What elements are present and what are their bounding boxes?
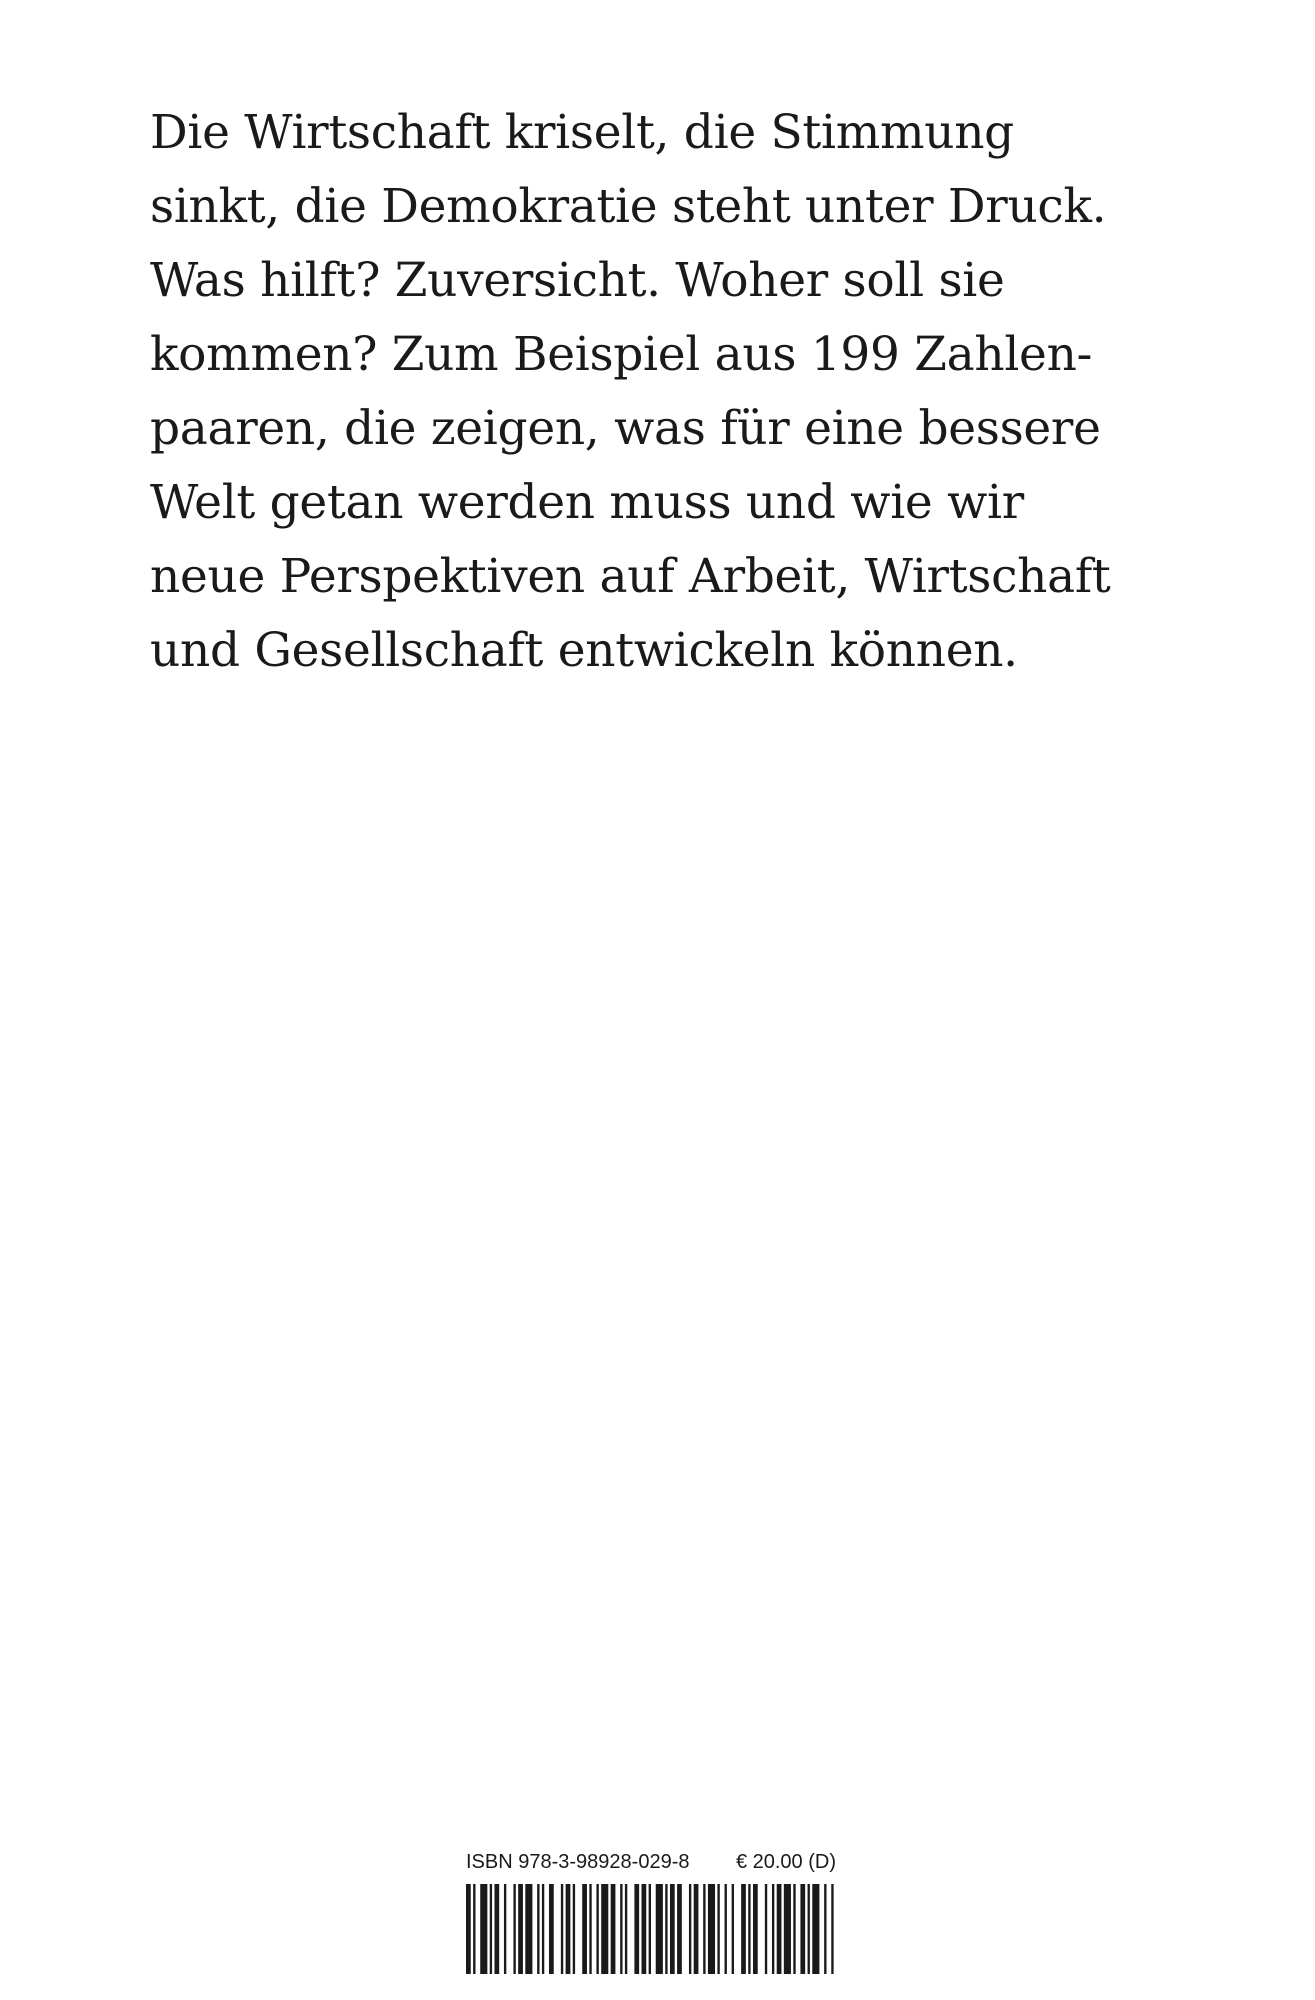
barcode-bar (504, 1884, 506, 1974)
barcode-bar (677, 1884, 682, 1974)
back-cover-blurb (150, 96, 1230, 688)
barcode-bar (689, 1884, 691, 1974)
barcode-bar (542, 1884, 544, 1974)
barcode-bar (831, 1884, 833, 1974)
price-label: € 20.00 (D) (735, 1851, 836, 1873)
barcode-bar (732, 1884, 734, 1974)
barcode-icon (466, 1884, 836, 1974)
barcode-bar (634, 1884, 639, 1974)
barcode-bar (656, 1884, 663, 1974)
barcode-bar (573, 1884, 575, 1974)
barcode-bar (748, 1884, 750, 1974)
isbn-number: ISBN 978-3-98928-029-8 (466, 1851, 690, 1873)
blurb-line: neue Perspektiven auf Arbeit, Wirtschaft (150, 549, 1111, 604)
barcode-bar (611, 1884, 616, 1974)
barcode-bar (725, 1884, 727, 1974)
isbn-barcode-block (466, 1850, 836, 1980)
barcode-bar (793, 1884, 795, 1974)
barcode-bar (694, 1884, 699, 1974)
blurb-line: Welt getan werden muss und wie wir (150, 475, 1024, 530)
barcode-bar (670, 1884, 675, 1974)
barcode-bar (649, 1884, 651, 1974)
barcode-bar (582, 1884, 587, 1974)
barcode-bar (812, 1884, 819, 1974)
barcode-bar (490, 1884, 492, 1974)
barcode-bar (620, 1884, 622, 1974)
isbn-price-line (466, 1850, 836, 1874)
barcode-bar (665, 1884, 667, 1974)
barcode-bar (601, 1884, 608, 1974)
barcode-bar (596, 1884, 598, 1974)
blurb-line: sinkt, die Demokratie steht unter Druck. (150, 179, 1107, 234)
barcode-bar (765, 1884, 767, 1974)
barcode-bar (772, 1884, 774, 1974)
barcode-bar (473, 1884, 475, 1974)
barcode-bar (549, 1884, 554, 1974)
barcode-bar (800, 1884, 805, 1974)
barcode-bar (589, 1884, 591, 1974)
barcode-bar (753, 1884, 758, 1974)
barcode-bar (513, 1884, 515, 1974)
barcode-bar (525, 1884, 532, 1974)
barcode-bar (625, 1884, 627, 1974)
barcode-bar (717, 1884, 719, 1974)
barcode-bar (784, 1884, 791, 1974)
blurb-line: und Gesellschaft entwickeln können. (150, 623, 1018, 678)
barcode-bar (642, 1884, 647, 1974)
barcode-bar (703, 1884, 705, 1974)
barcode-bar (480, 1884, 487, 1974)
blurb-line: kommen? Zum Beispiel aus 199 Zahlen- (150, 327, 1093, 382)
blurb-line: Die Wirtschaft kriselt, die Stimmung (150, 105, 1014, 160)
blurb-line: paaren, die zeigen, was für eine bessere (150, 401, 1101, 456)
barcode-bar (824, 1884, 826, 1974)
barcode-bar (808, 1884, 810, 1974)
barcode-bar (708, 1884, 715, 1974)
barcode-bar (518, 1884, 523, 1974)
barcode-bar (741, 1884, 746, 1974)
barcode-bar (777, 1884, 782, 1974)
barcode-bar (561, 1884, 563, 1974)
barcode-bar (494, 1884, 499, 1974)
barcode-bar (537, 1884, 539, 1974)
barcode-bar (466, 1884, 471, 1974)
barcode-bar (566, 1884, 571, 1974)
blurb-line: Was hilft? Zuversicht. Woher soll sie (150, 253, 1005, 308)
